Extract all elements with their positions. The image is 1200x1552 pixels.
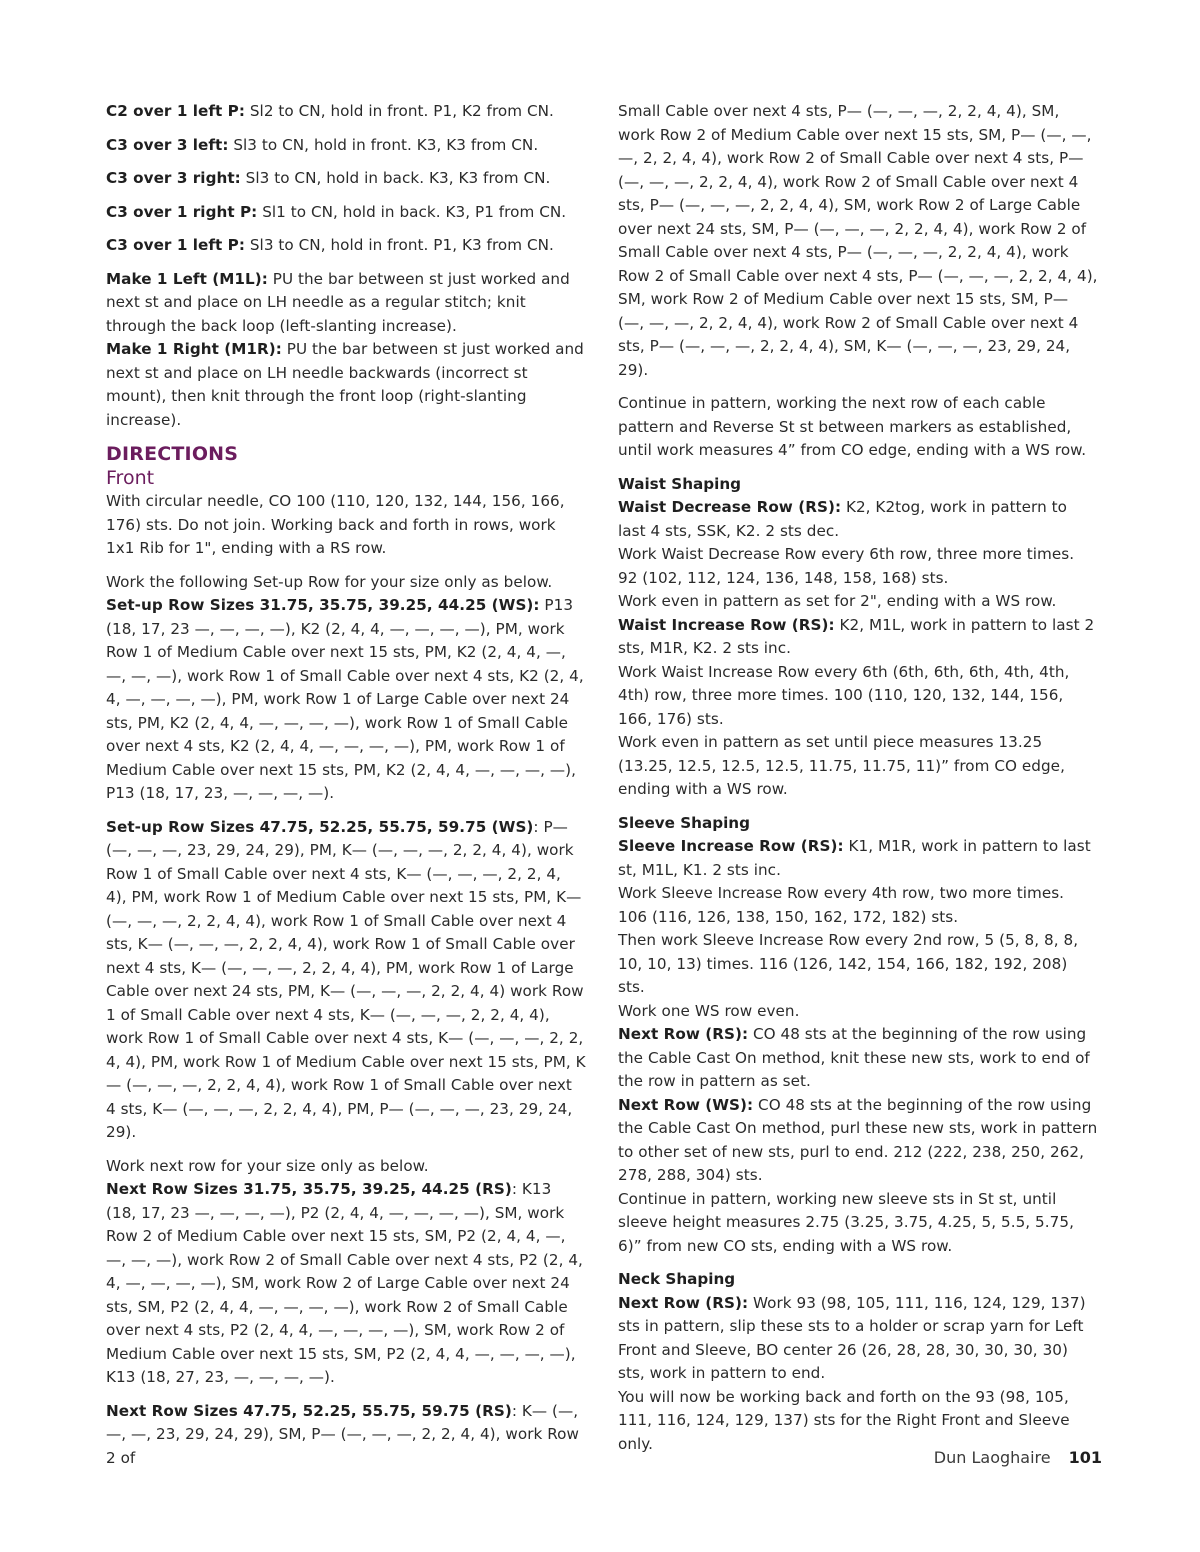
front-cast-on-paragraph: With circular needle, CO 100 (110, 120, 132, 144, 156, 166, 176) sts. Do not join. Working back and forth in rows, work 1x1 Rib for 1", ending with a RS row.: [106, 492, 565, 557]
abbrev-c3-over-3-left: C3 over 3 left: Sl3 to CN, hold in front. K3, K3 from CN.: [106, 135, 539, 154]
page-number: 101: [1068, 1448, 1102, 1467]
abbrev-c3-over-1-left-p: C3 over 1 left P: Sl3 to CN, hold in front. P1, K3 from CN.: [106, 236, 554, 254]
waist-decrease-row: Waist Decrease Row (RS): K2, K2tog, work in pattern to last 4 sts, SSK, K2. 2 sts dec.: [618, 498, 1067, 540]
sleeve-shaping-heading: Sleeve Shaping: [618, 813, 750, 832]
waist-work-until: Work even in pattern as set until piece measures 13.25 (13.25, 12.5, 12.5, 12.5, 11.75, 11.75, 11)” from CO edge, ending with a WS row.: [618, 733, 1065, 798]
setup-row-large-sizes: Set-up Row Sizes 47.75, 52.25, 55.75, 59.75 (WS): P— (—, —, —, 23, 29, 24, 29), PM, K— (—, —, —, 2, 2, 4, 4), work Row 1 of Small Cable over next 4 sts, K— (—, —, —, 2, 2, 4, 4), PM, work Row 1 of Medium Cable over next 15 sts, PM, K— (—, —, —, 2, 2, 4, 4), work Row 1 of Small Cable over next 4 sts, K— (—, —, —, 2, 2, 4, 4), work Row 1 of Small Cable over next 4 sts, K— (—, —, —, 2, 2, 4, 4), PM, work Row 1 of Large Cable over next 24 sts, PM, K— (—, —, —, 2, 2, 4, 4) work Row 1 of Small Cable over next 4 sts, K— (—, —, —, 2, 2, 4, 4), work Row 1 of Small Cable over next 4 sts, K— (—, —, —, 2, 2, 4, 4), PM, work Row 1 of Medium Cable over next 15 sts, PM, K— (—, —, —, 2, 2, 4, 4), work Row 1 of Small Cable over next 4 sts, K— (—, —, —, 2, 2, 4, 4), PM, P— (—, —, —, 23, 29, 24, 29).: [106, 817, 586, 1141]
waist-increase-row: Waist Increase Row (RS): K2, M1L, work in pattern to last 2 sts, M1R, K2. 2 sts inc.: [618, 615, 1095, 657]
sleeve-increase-repeat: Work Sleeve Increase Row every 4th row, two more times. 106 (116, 126, 138, 150, 162, 172, 182) sts.: [618, 884, 1065, 926]
abbrev-c2-over-1-left-p: C2 over 1 left P: Sl2 to CN, hold in front. P1, K2 from CN.: [106, 102, 554, 120]
directions-heading: DIRECTIONS: [106, 443, 239, 465]
next-row-large-sizes: Next Row Sizes 47.75, 52.25, 55.75, 59.75 (RS): K— (—, —, —, 23, 29, 24, 29), SM, P— (—, —, —, 2, 2, 4, 4), work Row 2 of: [106, 1401, 579, 1467]
setup-intro: Work the following Set-up Row for your size only as below.: [106, 572, 553, 591]
sleeve-next-row-rs: Next Row (RS): CO 48 sts at the beginning of the row using the Cable Cast On method, knit these new sts, work to end of the row in pattern as set.: [618, 1025, 1090, 1090]
next-row-continuation: Small Cable over next 4 sts, P— (—, —, —, 2, 2, 4, 4), SM, work Row 2 of Medium Cable over next 15 sts, SM, P— (—, —, —, 2, 2, 4, 4), work Row 2 of Small Cable over next 4 sts, P— (—, —, —, 2, 2, 4, 4), work Row 2 of Small Cable over next 4 sts, P— (—, —, —, 2, 2, 4, 4), SM, work Row 2 of Large Cable over next 24 sts, SM, P— (—, —, —, 2, 2, 4, 4), work Row 2 of Small Cable over next 4 sts, P— (—, —, —, 2, 2, 4, 4), work Row 2 of Small Cable over next 4 sts, P— (—, —, —, 2, 2, 4, 4), SM, work Row 2 of Medium Cable over next 15 sts, SM, P— (—, —, —, 2, 2, 4, 4), work Row 2 of Small Cable over next 4 sts, P— (—, —, —, 2, 2, 4, 4), SM, K— (—, —, —, 23, 29, 24, 29).: [618, 102, 1098, 379]
sleeve-increase-2nd-row: Then work Sleeve Increase Row every 2nd row, 5 (5, 8, 8, 8, 10, 10, 13) times. 116 (126, 142, 154, 166, 182, 192, 208) sts.: [618, 931, 1079, 996]
neck-right-front: You will now be working back and forth on the 93 (98, 105, 111, 116, 124, 129, 137) sts for the Right Front and Sleeve only.: [618, 1387, 1070, 1453]
setup-row-small-sizes: Set-up Row Sizes 31.75, 35.75, 39.25, 44.25 (WS): P13 (18, 17, 23 —, —, —, —), K2 (2, 4, 4, —, —, —, —), PM, work Row 1 of Medium Cable over next 15 sts, PM, K2 (2, 4, 4, —, —, —, —), work Row 1 of Small Cable over next 4 sts, K2 (2, 4, 4, —, —, —, —), PM, work Row 1 of Large Cable over next 24 sts, PM, K2 (2, 4, 4, —, —, —, —), work Row 1 of Small Cable over next 4 sts, K2 (2, 4, 4, —, —, —, —), PM, work Row 1 of Medium Cable over next 15 sts, PM, K2 (2, 4, 4, —, —, —, —), P13 (18, 17, 23, —, —, —, —).: [106, 596, 584, 802]
right-column: [618, 100, 1098, 1456]
next-row-intro: Work next row for your size only as below.: [106, 1156, 429, 1175]
neck-next-row-rs: Next Row (RS): Work 93 (98, 105, 111, 116, 124, 129, 137) sts in pattern, slip these sts to a holder or scrap yarn for Left Front and Sleeve, BO center 26 (26, 28, 28, 30, 30, 30, 30) sts, work in pattern to end.: [618, 1293, 1086, 1382]
abbrev-c3-over-3-right: C3 over 3 right: Sl3 to CN, hold in back. K3, K3 from CN.: [106, 169, 551, 187]
page-footer: [934, 1448, 1102, 1467]
sleeve-next-row-ws: Next Row (WS): CO 48 sts at the beginning of the row using the Cable Cast On method, purl these new sts, work in pattern to other set of new sts, purl to end. 212 (222, 238, 250, 262, 278, 288, 304) sts.: [618, 1095, 1098, 1184]
footer-pattern-title: Dun Laoghaire: [933, 1448, 1051, 1467]
left-column: [106, 100, 586, 1480]
abbrev-m1r: Make 1 Right (M1R): PU the bar between st just worked and next st and place on LH needle backwards (incorrect st mount), then knit through the front loop (right-slanting increase).: [106, 340, 584, 429]
continue-pattern-paragraph: Continue in pattern, working the next row of each cable pattern and Reverse St st between markers as established, until work measures 4” from CO edge, ending with a WS row.: [618, 394, 1087, 459]
waist-work-even: Work even in pattern as set for 2", ending with a WS row.: [618, 592, 1057, 610]
front-heading: Front: [106, 467, 155, 489]
sleeve-increase-row: Sleeve Increase Row (RS): K1, M1R, work in pattern to last st, M1L, K1. 2 sts inc.: [618, 837, 1091, 879]
sleeve-ws-even: Work one WS row even.: [618, 1001, 800, 1020]
sleeve-continue: Continue in pattern, working new sleeve sts in St st, until sleeve height measures 2.75 (3.25, 3.75, 4.25, 5, 5.5, 5.75, 6)” from new CO sts, ending with a WS row.: [618, 1189, 1074, 1255]
neck-shaping-heading: Neck Shaping: [618, 1270, 736, 1288]
waist-increase-repeat: Work Waist Increase Row every 6th (6th, 6th, 6th, 4th, 4th, 4th) row, three more times. 100 (110, 120, 132, 144, 156, 166, 176) sts.: [618, 662, 1070, 728]
abbrev-m1l: Make 1 Left (M1L): PU the bar between st just worked and next st and place on LH needle as a regular stitch; knit through the back loop (left-slanting increase).: [106, 269, 570, 335]
waist-decrease-repeat: Work Waist Decrease Row every 6th row, three more times. 92 (102, 112, 124, 136, 148, 158, 168) sts.: [618, 545, 1075, 587]
abbrev-c3-over-1-right-p: C3 over 1 right P: Sl1 to CN, hold in back. K3, P1 from CN.: [106, 202, 567, 221]
next-row-small-sizes: Next Row Sizes 31.75, 35.75, 39.25, 44.25 (RS): K13 (18, 17, 23 —, —, —, —), P2 (2, 4, 4, —, —, —, —), SM, work Row 2 of Medium Cable over next 15 sts, SM, P2 (2, 4, 4, —, —, —, —), work Row 2 of Small Cable over next 4 sts, P2 (2, 4, 4, —, —, —, —), SM, work Row 2 of Large Cable over next 24 sts, SM, P2 (2, 4, 4, —, —, —, —), work Row 2 of Small Cable over next 4 sts, P2 (2, 4, 4, —, —, —, —), SM, work Row 2 of Medium Cable over next 15 sts, SM, P2 (2, 4, 4, —, —, —, —), K13 (18, 27, 23, —, —, —, —).: [106, 1180, 583, 1386]
waist-shaping-heading: Waist Shaping: [618, 474, 742, 493]
